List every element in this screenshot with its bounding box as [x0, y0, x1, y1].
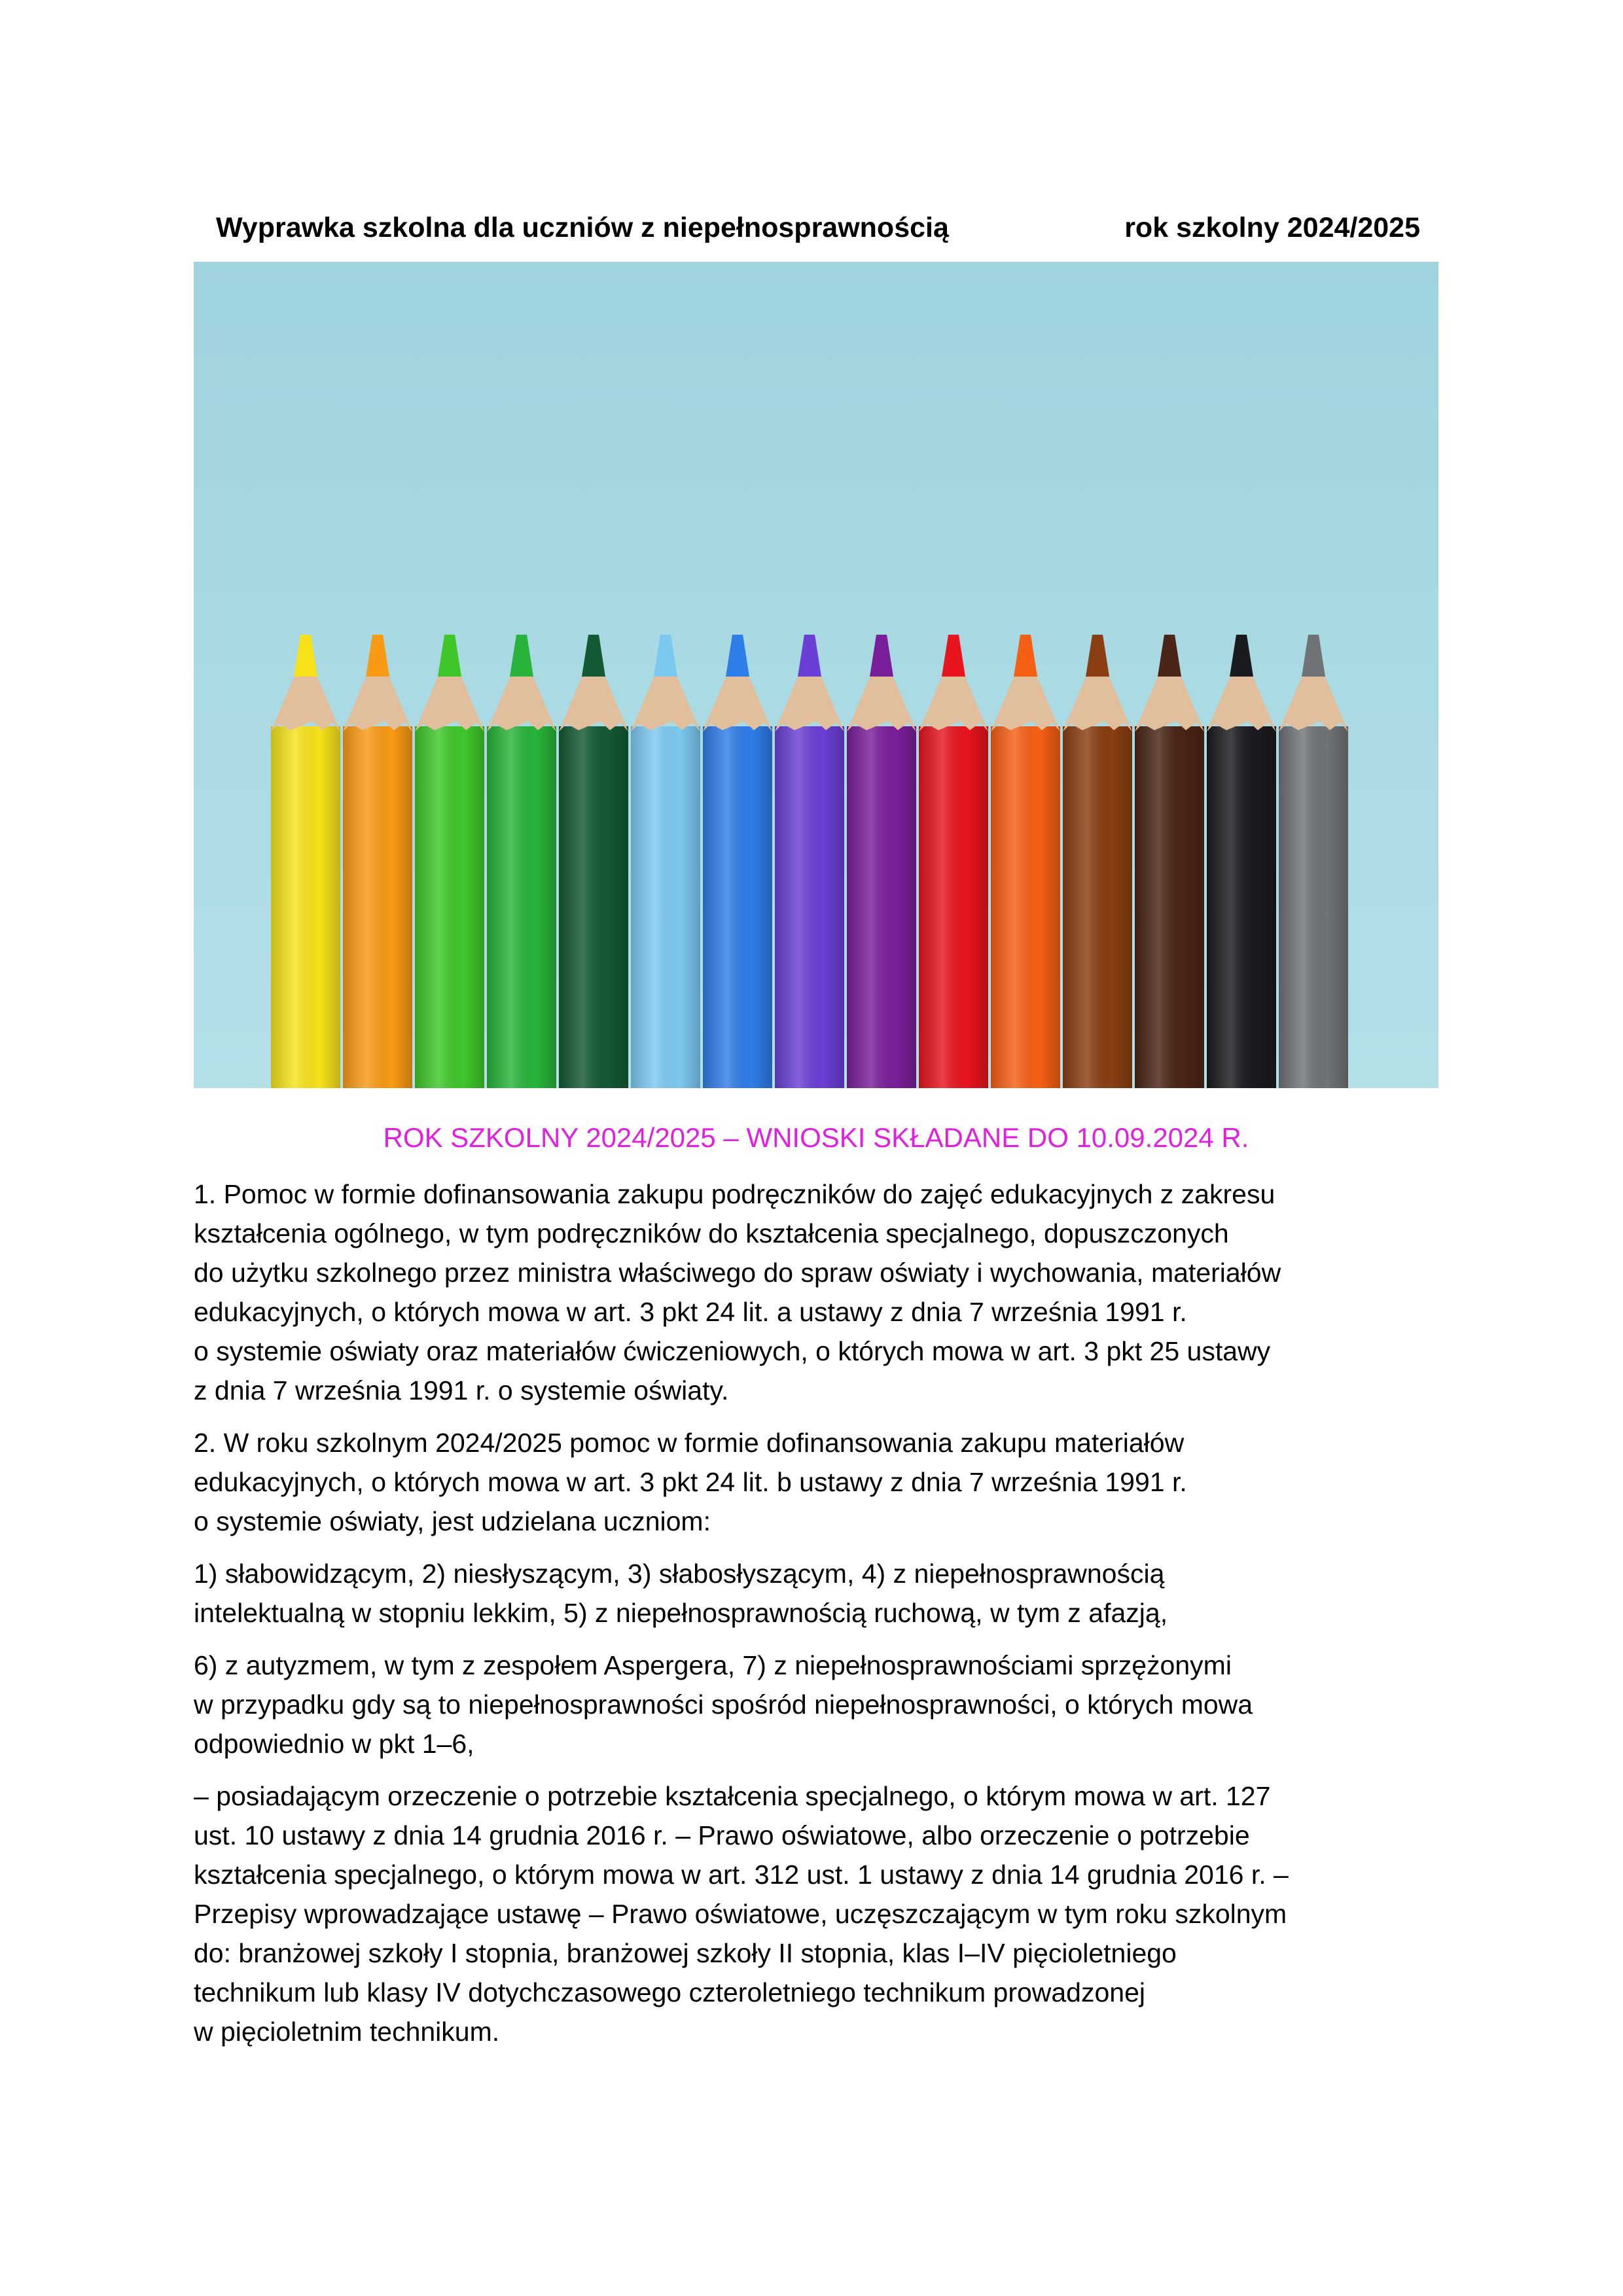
document-title: Wyprawka szkolna dla uczniów z niepełnosprawnością — [216, 211, 949, 243]
deadline-banner: ROK SZKOLNY 2024/2025 – WNIOSKI SKŁADANE DO 10.09.2024 R. — [383, 1122, 1249, 1153]
school-year-label: rok szkolny 2024/2025 — [1124, 211, 1420, 243]
paragraph-3: 1) słabowidzącym, 2) niesłyszącym, 3) słabosłyszącym, 4) z niepełnosprawnością intelektualną w stopniu lekkim, 5) z niepełnosprawnością ruchową, w tym z afazją, — [194, 1559, 1168, 1628]
paragraph-5: – posiadającym orzeczenie o potrzebie kształcenia specjalnego, o którym mowa w art. 127 ust. 10 ustawy z dnia 14 grudnia 2016 r. – Prawo oświatowe, albo orzeczenie o potrzebie kształcenia specjalnego, o którym mowa w art. 312 ust. 1 ustawy z dnia 14 grudnia 2016 r. – Przepisy wprowadzające ustawę – Prawo oświatowe, uczęszczającym w tym roku szkolnym do: branżowej szkoły I stopnia, branżowej szkoły II stopnia, klas I–IV pięcioletniego technikum lub klasy IV dotychczasowego czteroletniego technikum prowadzonej w pięcioletnim technikum. — [194, 1781, 1289, 2047]
document-body — [194, 1174, 1450, 2064]
paragraph-1: 1. Pomoc w formie dofinansowania zakupu podręczników do zajęć edukacyjnych z zakresu kształcenia ogólnego, w tym podręczników do kształcenia specjalnego, dopuszczonych do użytku szkolnego przez ministra właściwego do spraw oświaty i wychowania, materiałów edukacyjnych, o których mowa w art. 3 pkt 24 lit. a ustawy z dnia 7 września 1991 r. o systemie oświaty oraz materiałów ćwiczeniowych, o których mowa w art. 3 pkt 25 ustawy z dnia 7 września 1991 r. o systemie oświaty. — [194, 1179, 1281, 1405]
colored-pencils-image — [194, 262, 1438, 1088]
paragraph-4: 6) z autyzmem, w tym z zespołem Aspergera, 7) z niepełnosprawnościami sprzężonymi w przypadku gdy są to niepełnosprawności spośród niepełnosprawności, o których mowa odpowiednio w pkt 1–6, — [194, 1650, 1253, 1759]
page-header — [216, 208, 1420, 247]
paragraph-2: 2. W roku szkolnym 2024/2025 pomoc w formie dofinansowania zakupu materiałów edukacyjnych, o których mowa w art. 3 pkt 24 lit. b ustawy z dnia 7 września 1991 r. o systemie oświaty, jest udzielana uczniom: — [194, 1428, 1187, 1536]
